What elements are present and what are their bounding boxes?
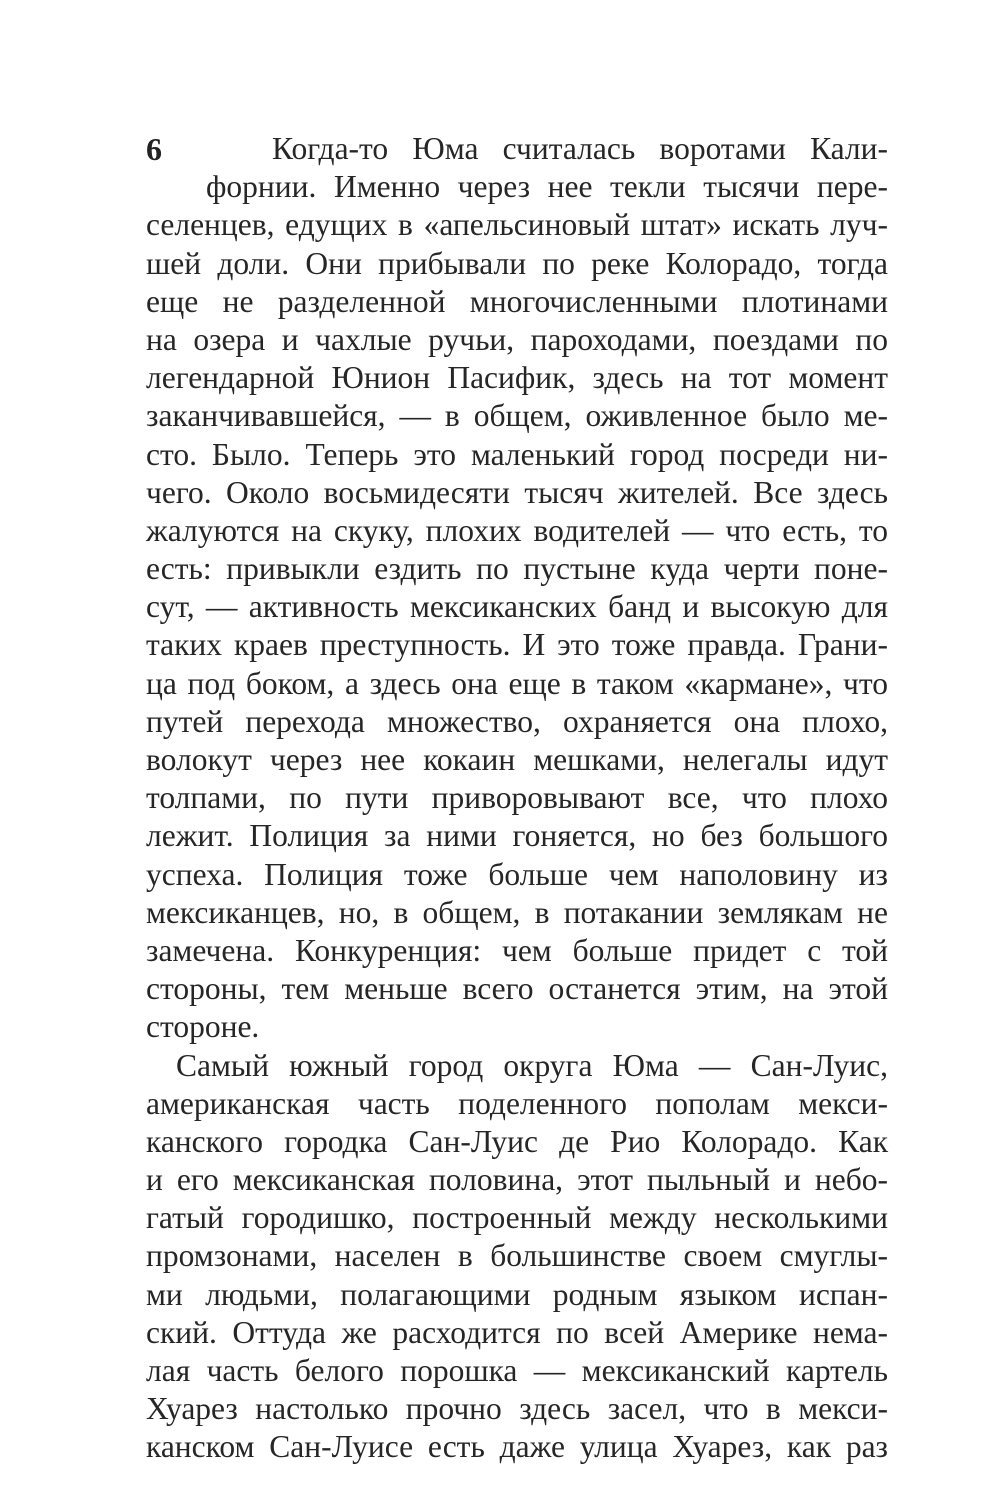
text-line: ский. Оттуда же расходится по всей Америке нема- (146, 1314, 888, 1350)
text-line: промзонами, населен в большинстве своем смуглы- (146, 1238, 888, 1274)
text-line: стороны, тем меньше всего останется этим, на этой (146, 971, 888, 1007)
text-line: Когда-то Юма считалась воротами Кали- (272, 131, 888, 166)
text-line: заканчивавшейся, — в общем, оживленное было ме- (146, 398, 888, 434)
text-line: лая часть белого порошка — мексиканский картель (146, 1353, 888, 1388)
text-line: таких краев преступность. И это тоже правда. Грани- (146, 627, 888, 663)
text-line: американская часть поделенного пополам мекси- (146, 1085, 888, 1121)
page-number: 6 (146, 131, 162, 167)
text-line: легендарной Юнион Пасифик, здесь на тот момент (146, 360, 888, 396)
text-line: волокут через нее кокаин мешками, нелегалы идут (146, 742, 888, 777)
text-line: Самый южный город округа Юма — Сан-Луис, (176, 1047, 888, 1083)
text-line: на озера и чахлые ручьи, пароходами, поездами по (146, 321, 888, 357)
text-line: еще не разделенной многочисленными плотинами (146, 283, 888, 319)
text-line: ми людьми, полагающими родным языком испан- (146, 1276, 888, 1312)
text-line: сто. Было. Теперь это маленький город посреди ни- (146, 436, 888, 472)
text-line: форнии. Именно через нее текли тысячи пере- (206, 169, 888, 205)
text-line: успеха. Полиция тоже больше чем наполовину из (146, 856, 888, 892)
text-line: канского городка Сан-Луис де Рио Колорадо. Как (146, 1123, 888, 1159)
paragraph-1 (146, 130, 888, 1047)
paragraph-2 (146, 1047, 888, 1467)
body-text (146, 130, 888, 1467)
text-line: путей перехода множество, охраняется она плохо, (146, 703, 888, 739)
text-line: чего. Около восьмидесяти тысяч жителей. Все здесь (146, 474, 888, 510)
text-line: замечена. Конкуренция: чем больше придет с той (146, 932, 888, 968)
text-line: толпами, по пути приворовывают все, что плохо (146, 780, 888, 816)
text-line: канском Сан-Луисе есть даже улица Хуарез, как раз (146, 1429, 888, 1465)
text-line: Хуарез настолько прочно здесь засел, что в мекси- (146, 1391, 888, 1427)
text-line: лежит. Полиция за ними гоняется, но без большого (146, 818, 888, 854)
text-line: сут, — активность мексиканских банд и высокую для (146, 589, 888, 625)
text-line: гатый городишко, построенный между несколькими (146, 1200, 888, 1236)
text-line: селенцев, едущих в «апельсиновый штат» искать луч- (146, 207, 888, 243)
text-line: мексиканцев, но, в общем, в потакании землякам не (146, 894, 888, 930)
text-line: и его мексиканская половина, этот пыльный и небо- (146, 1162, 888, 1198)
text-line: шей доли. Они прибывали по реке Колорадо, тогда (146, 245, 888, 281)
text-line: жалуются на скуку, плохих водителей — что есть, то (146, 512, 888, 548)
text-line: ца под боком, а здесь она еще в таком «кармане», что (146, 665, 888, 701)
text-line: есть: привыкли ездить по пустыне куда черти поне- (146, 551, 888, 587)
text-line: стороне. (146, 1009, 260, 1045)
